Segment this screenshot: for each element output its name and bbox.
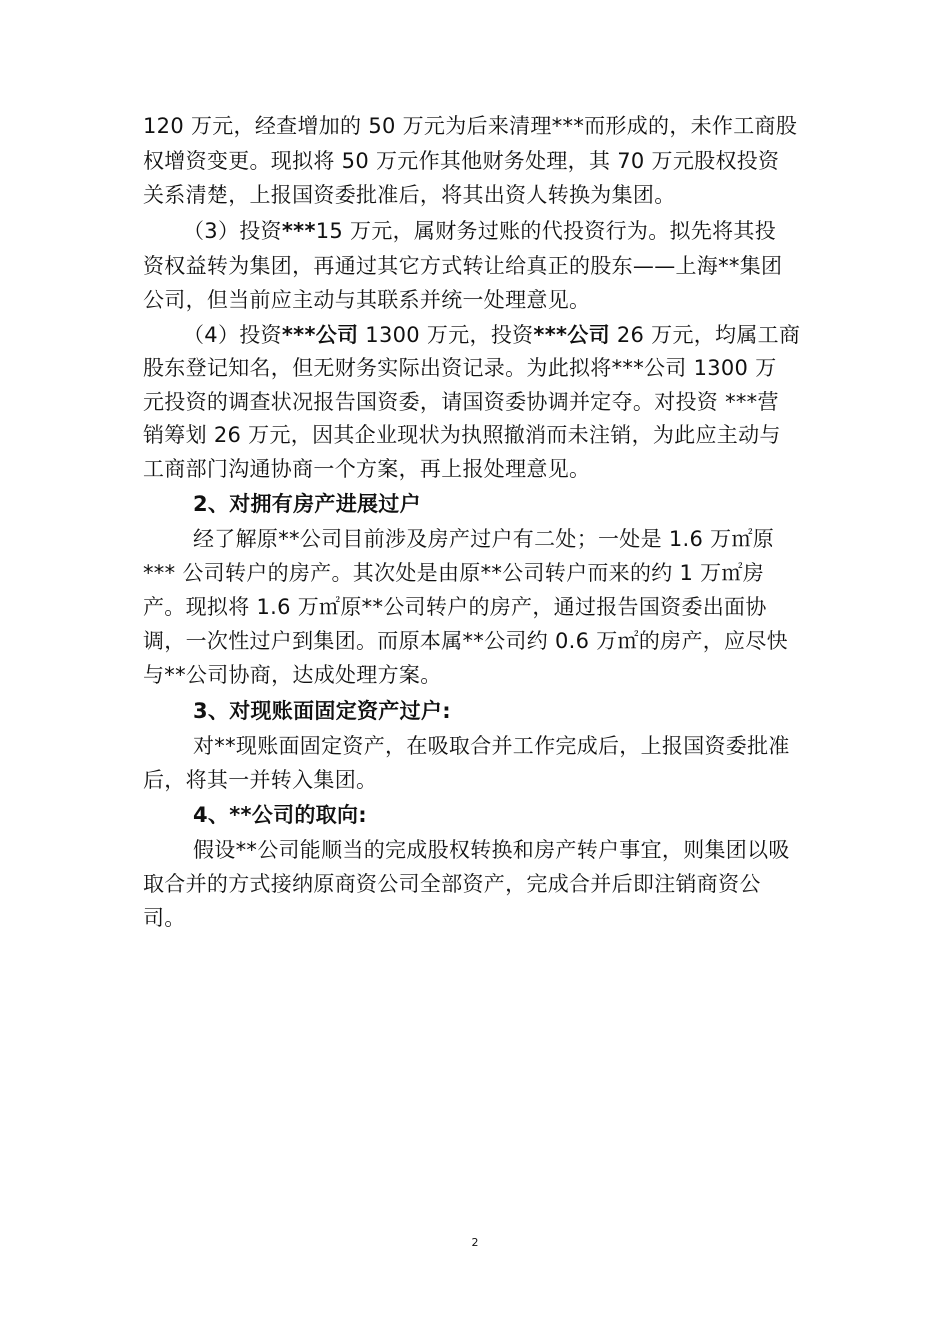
section-heading-3: 3、对现账面固定资产过户: bbox=[193, 699, 451, 723]
paragraph-4-line-2: *** 公司转户的房产。其次处是由原**公司转户而来的约 1 万㎡房 bbox=[143, 561, 765, 585]
paragraph-3-bold-company-1: ***公司 bbox=[281, 323, 359, 347]
paragraph-4-line-4: 调，一次性过户到集团。而原本属**公司约 0.6 万㎡的房产，应尽快 bbox=[143, 629, 788, 653]
paragraph-1-line-2: 权增资变更。现拟将 50 万元作其他财务处理，其 70 万元股权投资 bbox=[143, 149, 780, 173]
paragraph-5-line-1: 对**现账面固定资产，在吸取合并工作完成后，上报国资委批准 bbox=[193, 734, 790, 758]
paragraph-3-line-1 bbox=[183, 321, 823, 349]
paragraph-3-line-5: 工商部门沟通协商一个方案，再上报处理意见。 bbox=[143, 457, 591, 481]
paragraph-2-prefix: （3）投资 bbox=[183, 219, 282, 243]
section-heading-2: 2、对拥有房产进展过户 bbox=[193, 492, 421, 516]
paragraph-3-line-4: 销筹划 26 万元，因其企业现状为执照撤消而未注销，为此应主动与 bbox=[143, 423, 781, 447]
page-number: 2 bbox=[471, 1236, 479, 1249]
paragraph-1-line-1: 120 万元，经查增加的 50 万元为后来清理***而形成的，未作工商股 bbox=[143, 114, 798, 138]
paragraph-6-line-2: 取合并的方式接纳原商资公司全部资产，完成合并后即注销商资公 bbox=[143, 872, 761, 896]
paragraph-6-line-3: 司。 bbox=[143, 906, 186, 930]
paragraph-3-part-3: 1300 万元，投资 bbox=[358, 323, 534, 347]
paragraph-3-line-2: 股东登记知名，但无财务实际出资记录。为此拟将***公司 1300 万 bbox=[143, 356, 777, 380]
paragraph-4-line-1: 经了解原**公司目前涉及房产过户有二处；一处是 1.6 万㎡原 bbox=[193, 527, 775, 551]
paragraph-6-line-1: 假设**公司能顺当的完成股权转换和房产转户事宜，则集团以吸 bbox=[193, 838, 790, 862]
paragraph-3-part-1: （4）投资 bbox=[183, 323, 282, 347]
section-heading-4: 4、**公司的取向: bbox=[193, 803, 367, 827]
paragraph-5-line-2: 后，将其一并转入集团。 bbox=[143, 768, 378, 792]
paragraph-4-line-5: 与**公司协商，达成处理方案。 bbox=[143, 663, 442, 687]
paragraph-3-part-5: 26 万元，均属工商 bbox=[609, 323, 801, 347]
paragraph-2-line-1 bbox=[183, 217, 823, 245]
paragraph-1-line-3: 关系清楚，上报国资委批准后，将其出资人转换为集团。 bbox=[143, 183, 676, 207]
paragraph-4-line-3: 产。现拟将 1.6 万㎡原**公司转户的房产，通过报告国资委出面协 bbox=[143, 595, 767, 619]
paragraph-2-line-2: 资权益转为集团，再通过其它方式转让给真正的股东——上海**集团 bbox=[143, 254, 783, 278]
paragraph-2-bold-mask: *** bbox=[281, 219, 316, 243]
paragraph-3-bold-company-2: ***公司 bbox=[533, 323, 610, 347]
paragraph-2-line-3: 公司，但当前应主动与其联系并统一处理意见。 bbox=[143, 288, 591, 312]
paragraph-2-rest: 15 万元，属财务过账的代投资行为。拟先将其投 bbox=[315, 219, 777, 243]
paragraph-3-line-3: 元投资的调查状况报告国资委，请国资委协调并定夺。对投资 ***营 bbox=[143, 390, 779, 414]
